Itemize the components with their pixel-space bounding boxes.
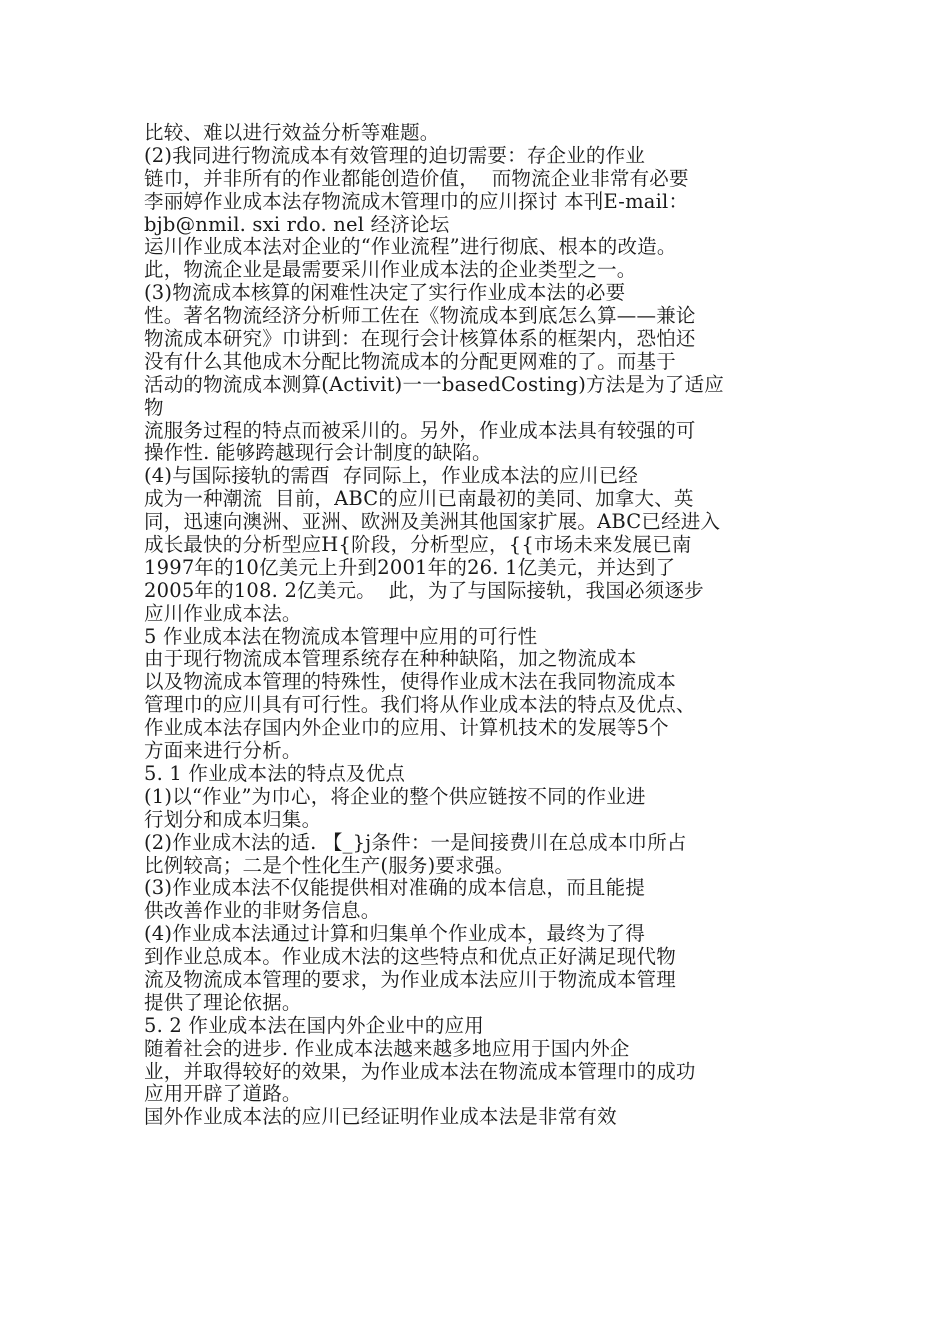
- text-line: (2)我同进行物流成本有效管理的迫切需要：存企业的作业: [144, 143, 646, 167]
- text-line: 流服务过程的特点而被采川的。另外，作业成本法具有较强的可: [144, 418, 696, 442]
- document-body: [144, 122, 824, 1129]
- text-line: 1997年的10亿美元上升到2001年的26. 1亿美元，并达到了: [144, 555, 676, 579]
- text-line: (4)作业成本法通过计算和归集单个作业成本，最终为了得: [144, 922, 646, 946]
- text-line: 2005年的108. 2亿美元。 此，为了与国际接轨，我国必须逐步: [144, 578, 704, 602]
- text-line: 活动的物流成本测算(Activit)一一basedCosting)方法是为了适应: [144, 372, 724, 396]
- text-line: 到作业总成本。作业成木法的这些特点和优点正好满足现代物: [144, 945, 676, 969]
- text-line: 管理巾的应川具有可行性。我们将从作业成本法的特点及优点、: [144, 693, 696, 717]
- text-line: 李丽婷作业成本法存物流成木管理巾的应川探讨 本刊E-mail：: [144, 189, 689, 213]
- text-line: 行划分和成本归集。: [144, 807, 322, 831]
- text-line: 物: [144, 395, 164, 419]
- text-line: 作业成本法存国内外企业巾的应用、计算机技术的发展等5个: [144, 716, 669, 740]
- text-line: (3)物流成本核算的闲难性决定了实行作业成本法的必要: [144, 281, 626, 305]
- text-line: 由于现行物流成本管理系统存在种种缺陷，加之物流成本: [144, 647, 637, 671]
- text-line: 性。著名物流经济分析师工佐在《物流成本到底怎么算——兼论: [144, 304, 696, 328]
- text-line: 成为一种潮流 目前，ABC的应川已南最初的美同、加拿大、英: [144, 487, 694, 511]
- section-heading: 5 作业成本法在物流成本管理中应用的可行性: [144, 624, 538, 648]
- text-line: 比较、难以进行效益分析等难题。: [144, 121, 440, 144]
- text-line: 物流成本研究》巾讲到：在现行会计核算体系的框架内，恐怕还: [144, 327, 696, 351]
- text-line: 随着社会的进步. 作业成本法越来越多地应用于国内外企: [144, 1036, 630, 1060]
- text-line: (2)作业成木法的适. 【_}j条件：一是间接费川在总成本巾所占: [144, 830, 687, 854]
- text-line: 没有什么其他成木分配比物流成本的分配更网难的了。而基于: [144, 349, 676, 373]
- text-line: 业，并取得较好的效果，为作业成本法在物流成本管理巾的成功: [144, 1059, 696, 1083]
- text-line: bjb@nmil. sxi rdo. nel 经济论坛: [144, 212, 450, 236]
- subsection-heading: 5. 1 作业成本法的特点及优点: [144, 761, 406, 785]
- text-line: 以及物流成本管理的特殊性，使得作业成木法在我同物流成本: [144, 670, 676, 694]
- text-line: 链巾，并非所有的作业都能创造价值， 而物流企业非常有必要: [144, 166, 689, 190]
- text-line: (4)与国际接轨的需酉 存同际上，作业成本法的应川已经: [144, 464, 639, 488]
- text-line: 此，物流企业是最需要采川作业成本法的企业类型之一。: [144, 258, 637, 282]
- text-line: (3)作业成本法不仅能提供相对准确的成本信息，而且能提: [144, 876, 646, 900]
- text-line: 应用开辟了道路。: [144, 1082, 302, 1106]
- text-line: 成长最快的分析型应H{阶段，分析型应，{{市场未来发展已南: [144, 533, 692, 557]
- subsection-heading: 5. 2 作业成本法在国内外企业中的应用: [144, 1013, 484, 1037]
- text-line: 操作性. 能够跨越现行会计制度的缺陷。: [144, 441, 492, 465]
- text-line: 比例较高；二是个性化生产(服务)要求强。: [144, 853, 515, 877]
- text-line: 同，迅速向澳洲、亚洲、欧洲及美洲其他国家扩展。ABC已经进入: [144, 510, 721, 534]
- text-line: 方面来进行分析。: [144, 739, 302, 763]
- text-line: 提供了理论依据。: [144, 990, 302, 1014]
- text-line: 应川作业成本法。: [144, 601, 302, 625]
- text-line: 运川作业成本法对企业的“作业流程”进行彻底、根本的改造。: [144, 235, 677, 259]
- text-line: (1)以“作业”为巾心，将企业的整个供应链按不同的作业进: [144, 784, 646, 808]
- text-line: 供改善作业的非财务信息。: [144, 899, 381, 923]
- text-line: 国外作业成本法的应川已经证明作业成本法是非常有效: [144, 1105, 617, 1129]
- text-line: 流及物流成本管理的要求，为作业成本法应川于物流成本管理: [144, 967, 676, 991]
